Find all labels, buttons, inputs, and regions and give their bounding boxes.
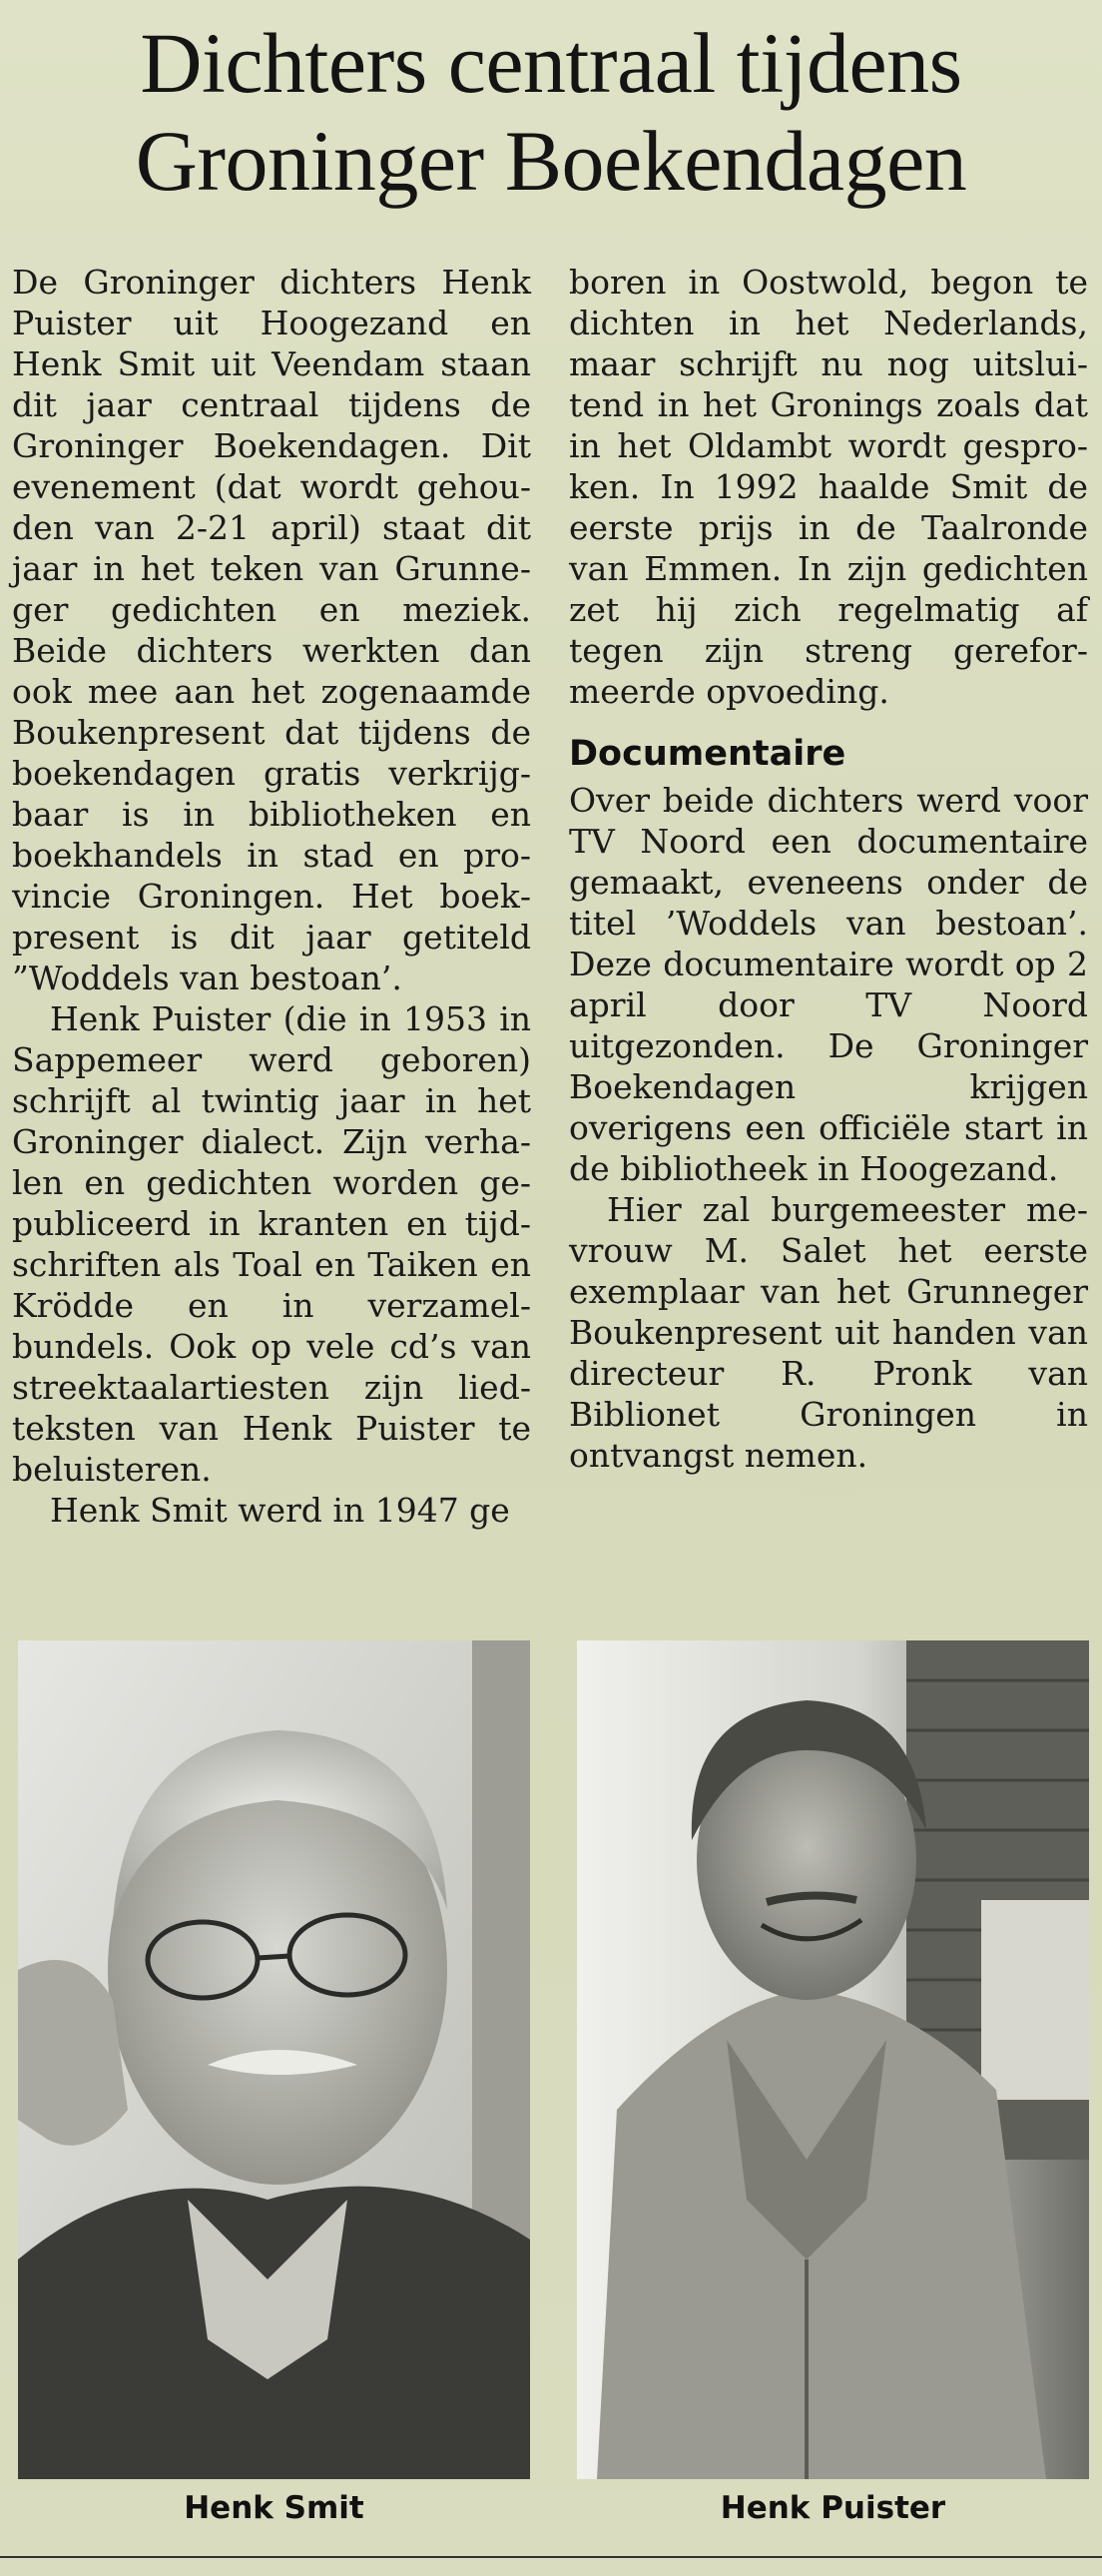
article-column-left	[12, 262, 531, 1531]
bottom-rule	[0, 2556, 1102, 2558]
caption-henk-puister: Henk Puister	[720, 2490, 946, 2526]
paragraph-puister: Henk Puister (die in 1953 in Sappemeer werd geboren) schrijft al twintig jaar in het Groninger dialect. Zijn verhalen en gedichten worden gepubliceerd in kranten en tijdschriften als Toal en Taiken en Krödde en in verzamelbundels. Ook op vele cd’s van streektaalartiesten zijn liedteksten van Henk Puister te beluisteren.	[12, 999, 531, 1489]
portrait-puister-image	[577, 1640, 1089, 2479]
paragraph-ceremony: Hier zal burgemeester mevrouw M. Salet het eerste exemplaar van het Grunneger Boukenpresent uit handen van directeur R. Pronk van Biblionet Groningen in ontvangst nemen.	[569, 1190, 1088, 1475]
photo-henk-smit	[18, 1640, 530, 2479]
headline	[0, 14, 1102, 210]
paragraph-smit-start: Henk Smit werd in 1947 ge	[50, 1491, 510, 1530]
paragraph-intro: De Groninger dichters Henk Puister uit Hoogezand en Henk Smit uit Veendam staan dit jaar centraal tijdens de Groninger Boekendagen. Dit evenement (dat wordt gehouden van 2-21 april) staat dit jaar in het teken van Grunneger gedichten en meziek. Beide dichters werkten dan ook mee aan het zogenaamde Boukenpresent dat tijdens de boekendagen gratis verkrijgbaar is in bibliotheken en boekhandels in stad en provincie Groningen. Het boekpresent is dit jaar getiteld ”Woddels van bestoan’.	[12, 263, 531, 997]
paragraph-smit-continued: boren in Oostwold, begon te dichten in het Nederlands, maar schrijft nu nog uitsluitend in het Gronings zoals dat in het Oldambt wordt gesproken. In 1992 haalde Smit de eerste prijs in de Taalronde van Emmen. In zijn gedichten zet hij zich regelmatig af tegen zijn streng gereformeerde opvoeding.	[569, 263, 1088, 711]
headline-line-2: Groninger Boekendagen	[135, 113, 967, 209]
article-column-right	[569, 262, 1088, 1476]
headline-line-1: Dichters centraal tijdens	[140, 15, 962, 111]
photo-henk-puister	[577, 1640, 1089, 2479]
subhead-documentaire: Documentaire	[569, 734, 846, 774]
caption-henk-smit: Henk Smit	[184, 2490, 364, 2526]
paragraph-documentary: Over beide dichters werd voor TV Noord een documentaire gemaakt, eveneens onder de titel ’Woddels van bestoan’. Deze documentaire wordt op 2 april door TV Noord uitgezonden. De Groninger Boekendagen krijgen overigens een officiële start in de bibliotheek in Hoogezand.	[569, 781, 1088, 1188]
portrait-smit-image	[18, 1640, 530, 2479]
